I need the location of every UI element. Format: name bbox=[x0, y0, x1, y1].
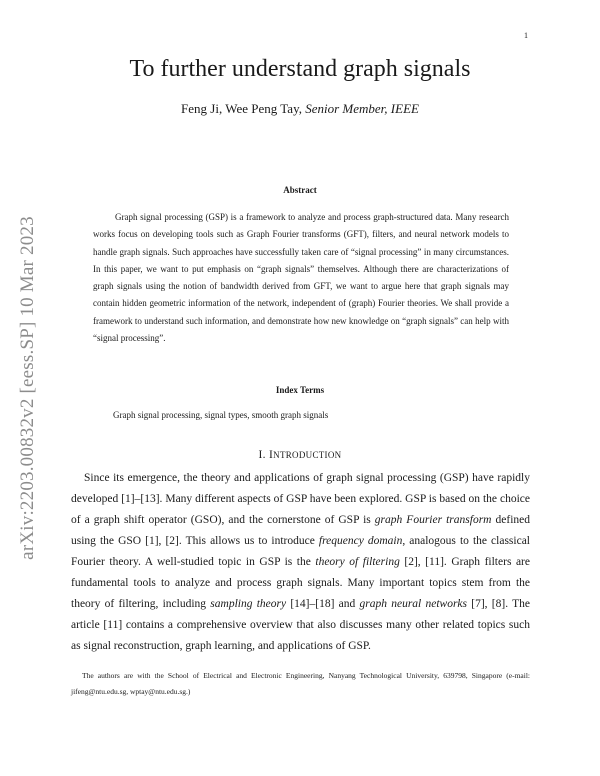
intro-text-1: Since its emergence, the theory and applications of graph signal processing (GSP) have rapidly developed [1]–[13]. Many different aspects of GSP have been explored. GSP is based on the choice of a graph shift operator (GSO), and the cornerstone of GSP is bbox=[71, 472, 530, 526]
page-number: 1 bbox=[524, 31, 528, 40]
author-names: Feng Ji, Wee Peng Tay, bbox=[181, 101, 306, 116]
arxiv-identifier: arXiv:2203.00832v2 [eess.SP] 10 Mar 2023 bbox=[17, 216, 38, 560]
intro-emphasis-graph-fourier-transform: graph Fourier transform bbox=[374, 514, 492, 526]
intro-emphasis-sampling-theory: sampling theory bbox=[210, 598, 287, 610]
introduction-heading-smallcaps: NTRODUCTION bbox=[273, 450, 342, 460]
index-terms-heading: Index Terms bbox=[275, 385, 325, 395]
intro-text-2: defined using the GSO [1], [2]. This allows us to introduce bbox=[71, 514, 531, 547]
author-line bbox=[0, 101, 600, 117]
intro-text-5: [14]–[18] and bbox=[286, 598, 360, 610]
intro-text-3: , analogous to the classical Fourier theory. A well-studied topic in GSP is the bbox=[71, 535, 531, 568]
abstract-heading: Abstract bbox=[283, 185, 317, 195]
abstract-text: Graph signal processing (GSP) is a framework to analyze and process graph-structured data. Many research works focus on developing tools such as Graph Fourier transforms (GFT), filters, and neural network models to handle graph signals. Such approaches have successfully taken care of “signal processing” in many circumstances. In this paper, we want to put emphasis on “graph signals” themselves. Although there are characterizations of graph signals using the notion of bandwidth derived from GFT, we want to argue here that graph signals may contain hidden geometric information of the network, independent of (graph) Fourier theories. We shall provide a framework to understand such information, and demonstrate how new knowledge on “graph signals” can help with “signal processing”. bbox=[93, 212, 509, 344]
introduction-numeral: I. I bbox=[258, 449, 274, 461]
author-footnote: The authors are with the School of Electrical and Electronic Engineering, Nanyang Technological University, 639798, Singapore (e-mail: jifeng@ntu.edu.sg, wptay@ntu.edu.sg.) bbox=[71, 671, 530, 696]
intro-text-6: [7], [8]. The article [11] contains a comprehensive overview that also discusses many other related topics such as signal reconstruction, graph learning, and applications of GSP. bbox=[71, 598, 530, 652]
intro-emphasis-frequency-domain: frequency domain bbox=[318, 535, 403, 547]
intro-emphasis-theory-of-filtering: theory of filtering bbox=[315, 556, 400, 568]
introduction-paragraph bbox=[71, 468, 530, 657]
introduction-heading bbox=[0, 449, 600, 461]
intro-text-4: [2], [11]. Graph filters are fundamental tools to analyze and process graph signals. Many important topics stem from the theory of filtering, including bbox=[71, 556, 530, 610]
index-terms-text: Graph signal processing, signal types, smooth graph signals bbox=[113, 410, 329, 420]
paper-title: To further understand graph signals bbox=[129, 56, 471, 82]
intro-emphasis-graph-neural-networks: graph neural networks bbox=[359, 598, 468, 610]
author-affiliation: Senior Member, IEEE bbox=[305, 101, 419, 116]
